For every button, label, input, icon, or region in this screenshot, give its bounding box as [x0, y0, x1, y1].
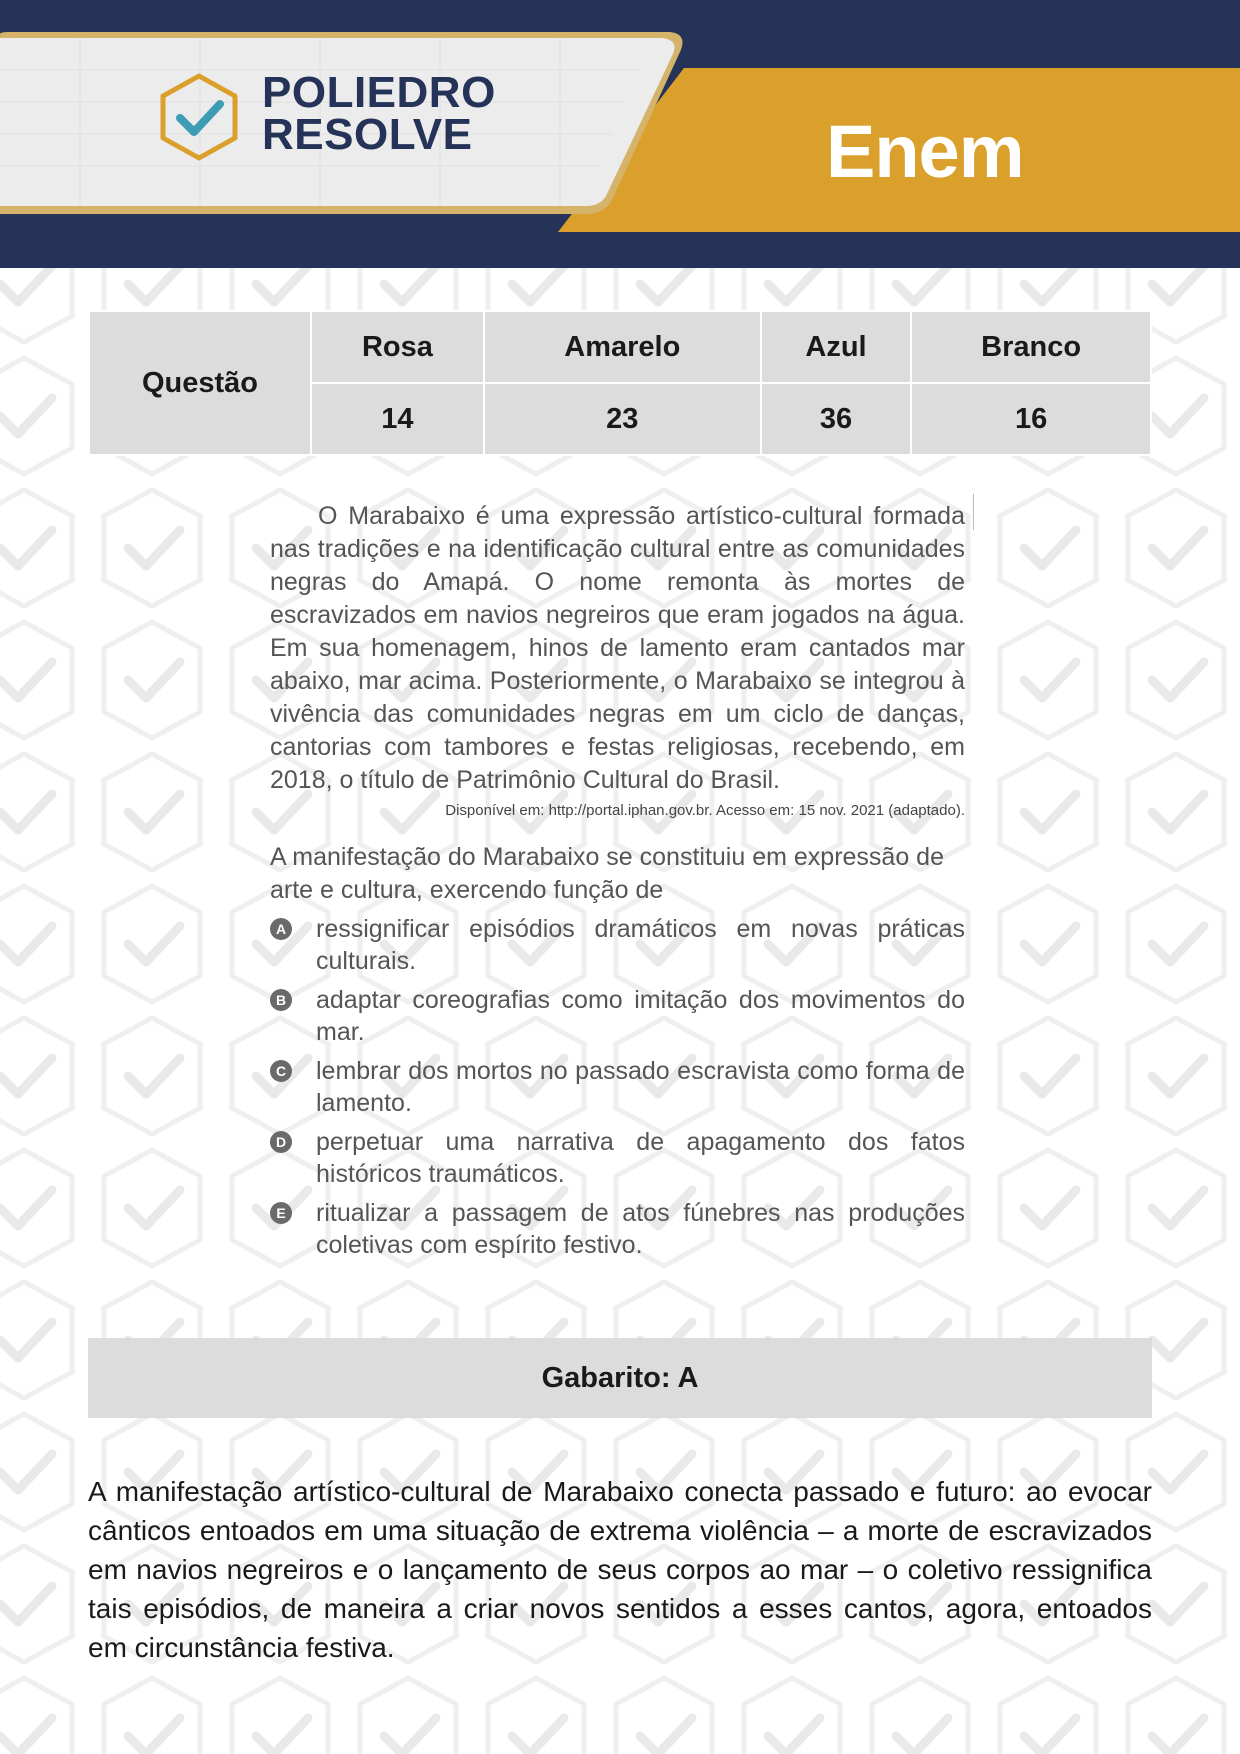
option-text: ressignificar episódios dramáticos em novas práticas culturais. — [316, 915, 965, 975]
answer-key: Gabarito: A — [88, 1338, 1152, 1418]
booklet-color: Rosa — [311, 311, 484, 383]
source-citation: Disponível em: http://portal.iphan.gov.br. Acesso em: 15 nov. 2021 (adaptado). — [445, 802, 965, 819]
option-letter: D — [270, 1131, 292, 1153]
question-number-table — [88, 310, 1152, 456]
question-number: 14 — [311, 383, 484, 455]
option-letter: C — [270, 1060, 292, 1082]
check-hexagon-icon — [158, 72, 240, 162]
option-text: lembrar dos mortos no passado escravista como forma de lamento. — [316, 1057, 965, 1117]
option-letter: B — [270, 989, 292, 1011]
question-number: 23 — [484, 383, 761, 455]
option-text: adaptar coreografias como imitação dos movimentos do mar. — [316, 986, 965, 1046]
booklet-color: Azul — [761, 311, 911, 383]
brand-line-1: POLIEDRO — [262, 68, 496, 117]
divider — [973, 494, 974, 530]
page-header — [0, 0, 1240, 268]
option-letter: E — [270, 1202, 292, 1224]
option-b — [270, 984, 965, 1048]
question-paragraph: O Marabaixo é uma expressão artístico-cultural formada nas tradições e na identificação cultural entre as comunidades negras do Amapá. O nome remonta às mortes de escravizados em navios negreiros que eram jogados na água. Em sua homenagem, hinos de lamento eram cantados mar abaixo, mar acima. Posteriormente, o Marabaixo se integrou à vivência das comunidades negras em um ciclo de danças, cantorias com tambores e festas religiosas, recebendo, em 2018, o título de Patrimônio Cultural do Brasil. — [270, 502, 965, 794]
answer-explanation: A manifestação artístico-cultural de Marabaixo conecta passado e futuro: ao evocar cânticos entoados em uma situação de extrema violência – a morte de escravizados em navios negreiros e o lançamento de seus corpos ao mar – o coletivo ressignifica tais episódios, de maneira a criar novos sentidos a esses cantos, agora, entoados em circunstância festiva. — [88, 1476, 1152, 1663]
question-number: 36 — [761, 383, 911, 455]
option-a — [270, 913, 965, 977]
question-body — [270, 500, 965, 1268]
option-letter: A — [270, 918, 292, 940]
option-text: perpetuar uma narrativa de apagamento dos fatos históricos traumáticos. — [316, 1128, 965, 1188]
question-number: 16 — [911, 383, 1151, 455]
option-d — [270, 1126, 965, 1190]
question-label: Questão — [89, 311, 311, 455]
booklet-color: Amarelo — [484, 311, 761, 383]
exam-title: Enem — [826, 110, 1024, 193]
booklet-color: Branco — [911, 311, 1151, 383]
question-stem: A manifestação do Marabaixo se constituiu em expressão de arte e cultura, exercendo função de — [270, 843, 944, 904]
option-c — [270, 1055, 965, 1119]
brand-name — [262, 68, 496, 159]
option-e — [270, 1197, 965, 1261]
brand-line-2: RESOLVE — [262, 110, 473, 159]
option-text: ritualizar a passagem de atos fúnebres nas produções coletivas com espírito festivo. — [316, 1199, 965, 1259]
